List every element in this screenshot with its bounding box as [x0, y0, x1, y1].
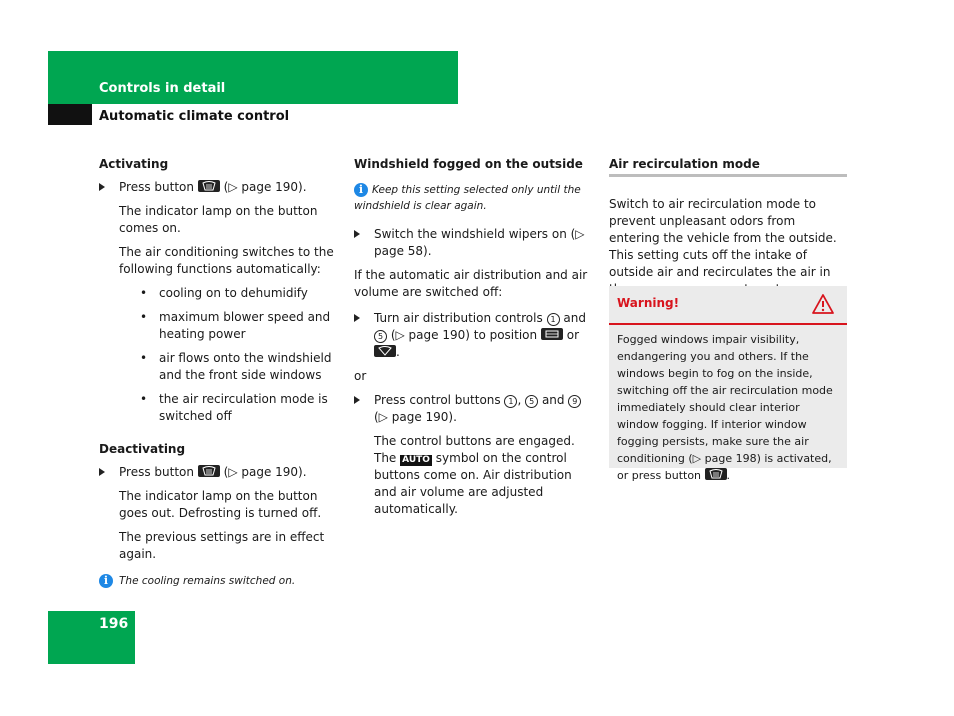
- air-recirculation-text: Switch to air recirculation mode to prevent unpleasant odors from entering the vehicle from the outside. This setting cuts off the intake of outside air and recirculates the air in: [609, 197, 837, 279]
- column-3: [609, 156, 849, 305]
- or-text: or: [354, 369, 367, 383]
- section-title: Controls in detail: [99, 81, 226, 96]
- page-number: 196: [99, 616, 129, 632]
- info-icon: i: [354, 183, 368, 197]
- windshield-defrost-icon: [705, 468, 727, 480]
- warning-box: [609, 286, 847, 482]
- list-item: • cooling on to dehumidify: [140, 286, 308, 300]
- info-icon: i: [99, 574, 113, 588]
- step-turn-controls: Turn air distribution controls 1 and 5 (▷ page 190) to position or .: [354, 310, 596, 361]
- step-wipers: Switch the windshield wipers on (▷ page 58).: [354, 226, 596, 260]
- column-1: [99, 156, 339, 597]
- auto-off-text: If the automatic air distribution and air volume are switched off:: [354, 268, 588, 299]
- subsection-title: Automatic climate control: [99, 109, 290, 124]
- step-arrow-icon: [354, 396, 360, 404]
- activating-heading: Activating: [99, 157, 169, 171]
- control-9-marker: 9: [568, 395, 581, 408]
- windshield-fogged-heading: Windshield fogged on the outside: [354, 157, 583, 171]
- step-press-defrost: Press button (▷ page 190).: [99, 179, 339, 196]
- air-distribution-icon: [541, 328, 563, 340]
- info-note: i Keep this setting selected only until the windshield is clear again.: [354, 183, 581, 212]
- header-black-tab: [48, 104, 92, 125]
- step-press-defrost-off: Press button (▷ page 190).: [99, 464, 339, 481]
- control-5-marker: 5: [525, 395, 538, 408]
- auto-symbol-icon: AUTO: [402, 455, 430, 465]
- step-arrow-icon: [354, 230, 360, 238]
- previous-settings-text: The previous settings are in effect again.: [119, 530, 325, 561]
- ac-switch-text: The air conditioning switches to the following functions automatically:: [119, 245, 334, 276]
- warning-text: Fogged windows impair visibility, endangering you and others. If the windows begin to fog on the inside, switching off the air recirculation mode immediately should clear interior window fogging. If interior window fogging persists, make sure the air conditioning (▷ page 198) is activated, or press button .: [617, 333, 833, 482]
- step-press-controls: Press control buttons 1 , 5 and 9 (▷ page 190).: [354, 392, 596, 426]
- indicator-off-text: The indicator lamp on the button goes out. Defrosting is turned off.: [119, 489, 322, 520]
- control-1-marker: 1: [547, 313, 560, 326]
- indicator-text: The indicator lamp on the button comes on.: [119, 204, 318, 235]
- windshield-airflow-icon: [374, 345, 396, 357]
- heading-rule: [609, 174, 847, 177]
- air-recirculation-heading: Air recirculation mode: [609, 157, 760, 171]
- header-bar: [48, 51, 458, 104]
- engaged-text: The control buttons are engaged.: [374, 434, 575, 448]
- list-item: • air flows onto the windshield and the front side windows: [140, 351, 332, 382]
- deactivating-heading: Deactivating: [99, 442, 186, 456]
- column-2: [354, 156, 596, 525]
- info-note: i The cooling remains switched on.: [99, 573, 339, 589]
- control-1-marker: 1: [504, 395, 517, 408]
- windshield-defrost-icon: [198, 180, 220, 192]
- warning-title: Warning!: [617, 296, 680, 310]
- warning-triangle-icon: [811, 293, 835, 315]
- list-item: • maximum blower speed and heating power: [140, 310, 331, 341]
- step-arrow-icon: [99, 183, 105, 191]
- step-arrow-icon: [354, 314, 360, 322]
- list-item: • the air recirculation mode is switched off: [140, 392, 328, 423]
- control-5-marker: 5: [374, 330, 387, 343]
- warning-header: [609, 286, 847, 325]
- windshield-defrost-icon: [198, 465, 220, 477]
- auto-symbol-text: The AUTO symbol on the control buttons come on. Air distribution and air volume are adjusted automatically.: [374, 451, 572, 516]
- step-arrow-icon: [99, 468, 105, 476]
